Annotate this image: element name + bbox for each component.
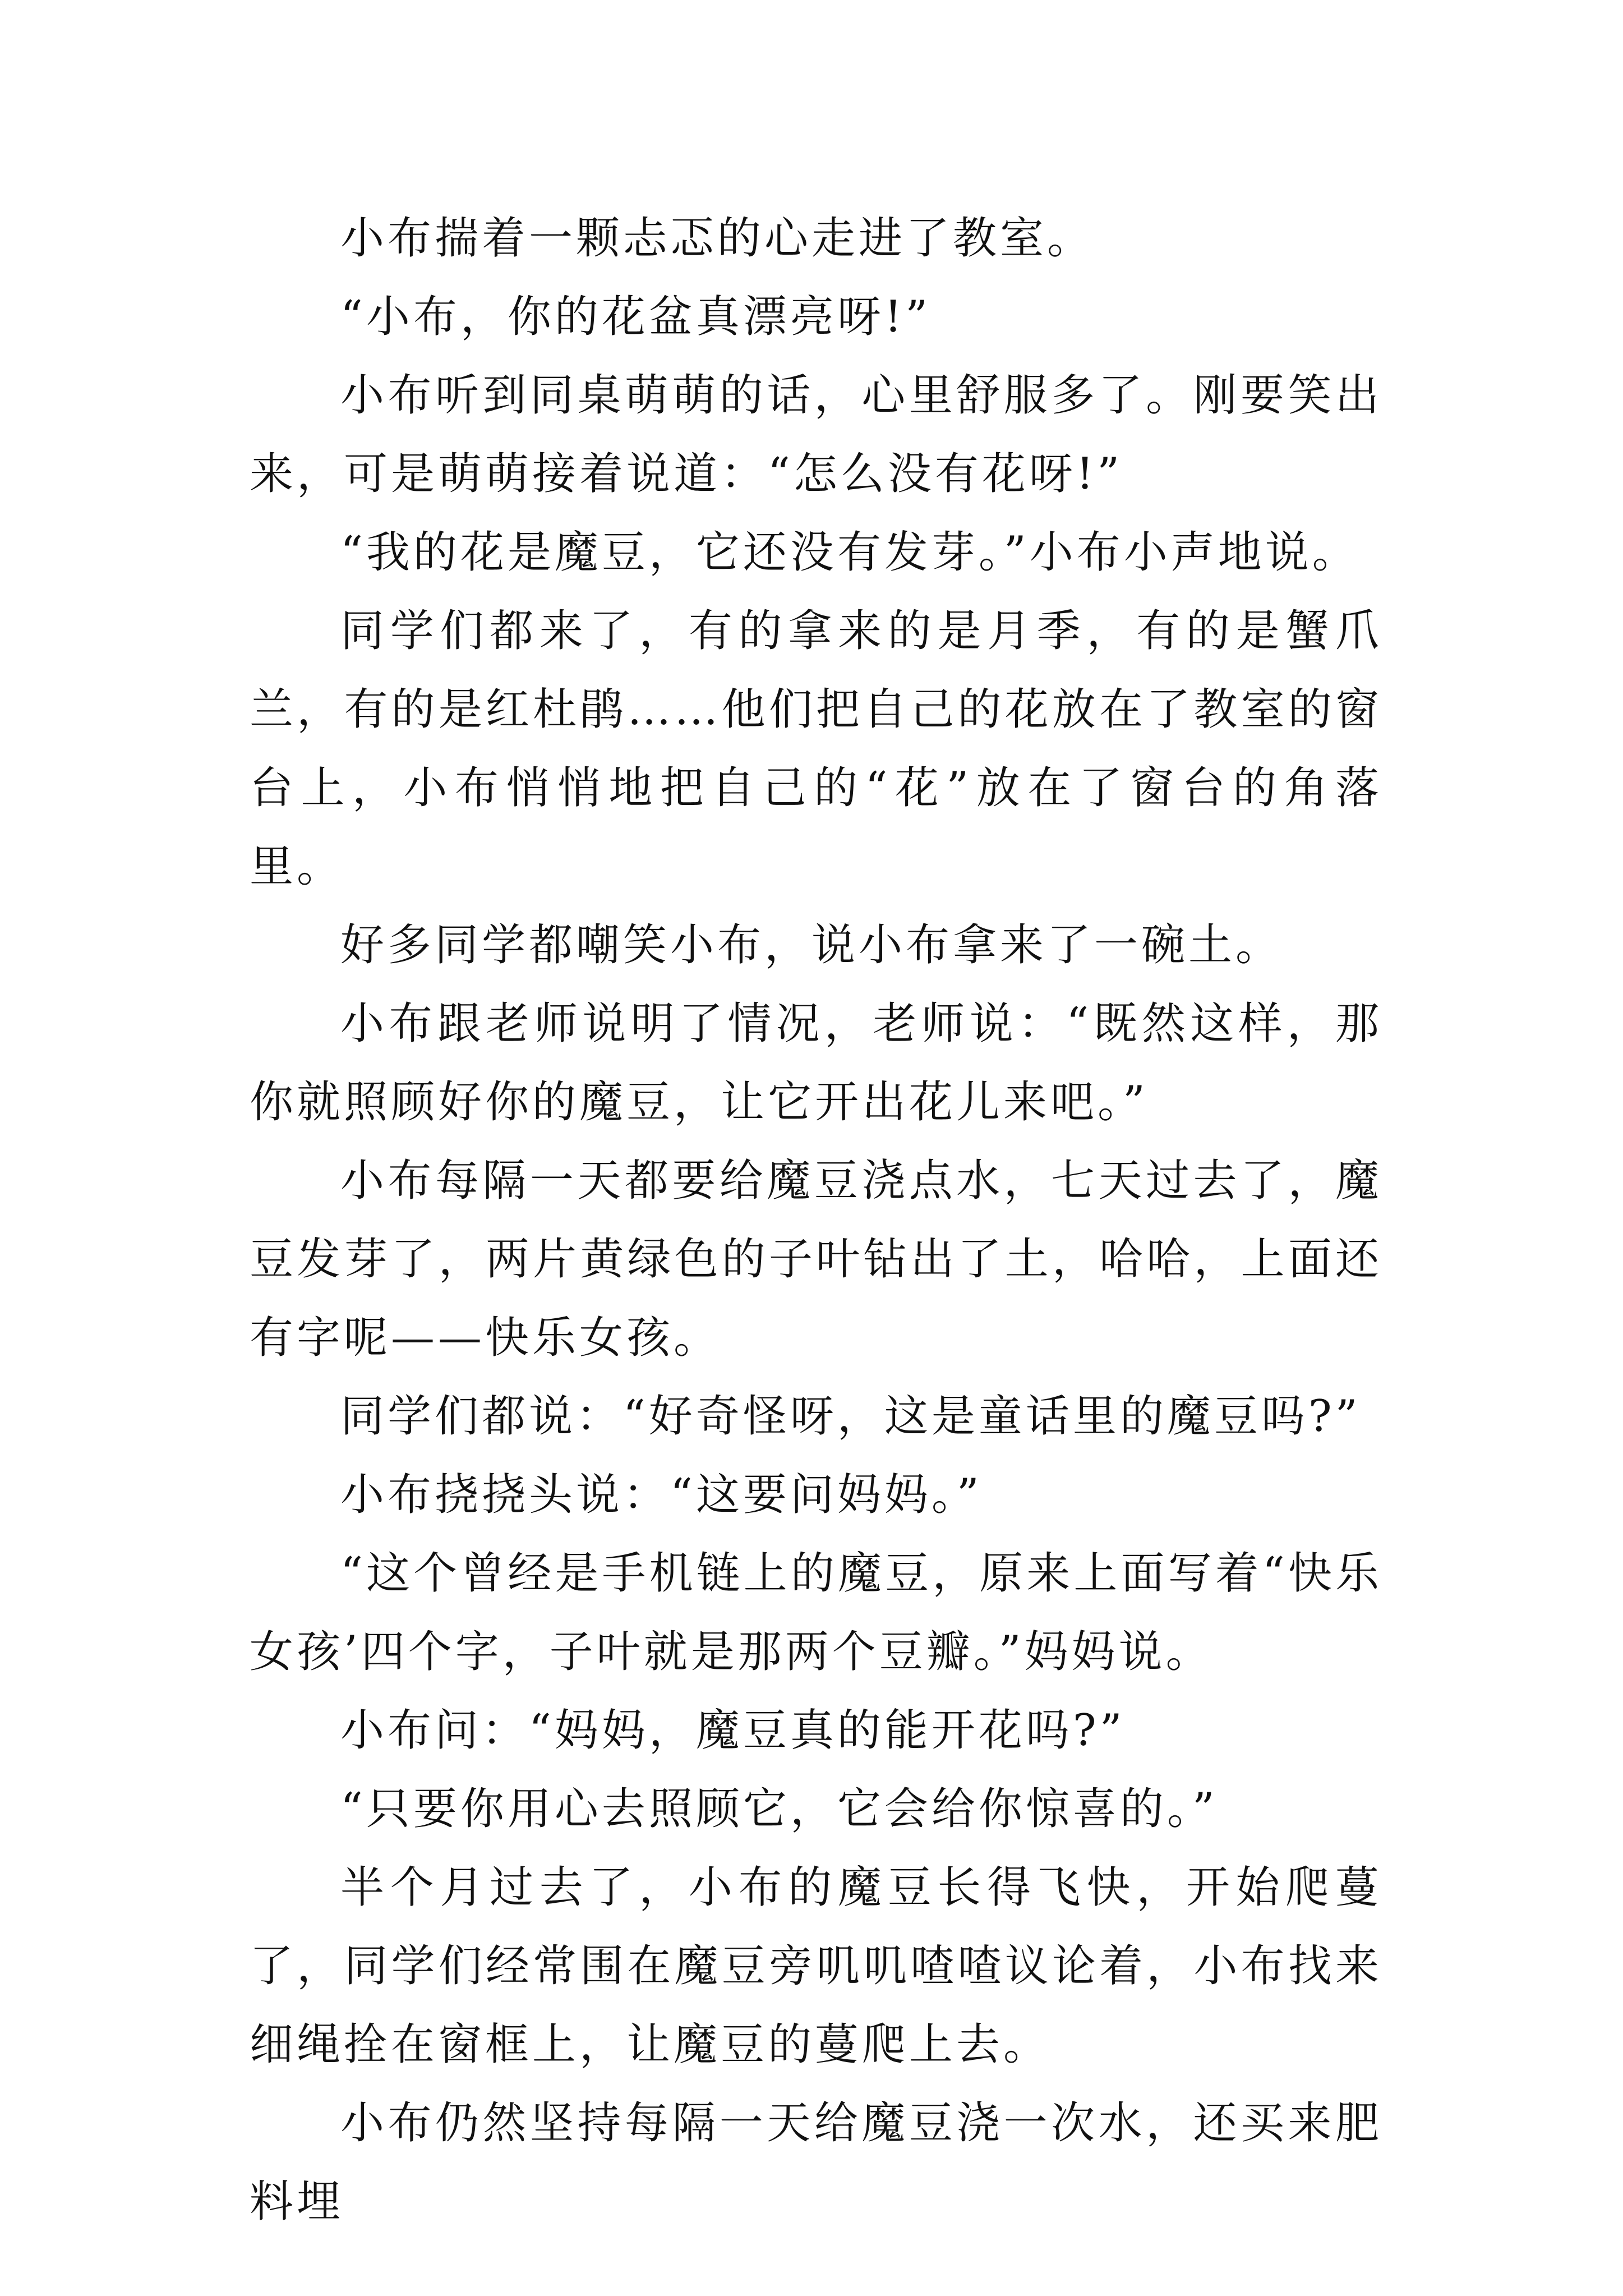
- paragraph: “这个曾经是手机链上的魔豆，原来上面写着“快乐女孩’四个字，子叶就是那两个豆瓣。”妈妈说。: [250, 1548, 1382, 1677]
- paragraph: 半个月过去了，小布的魔豆长得飞快，开始爬蔓了，同学们经常围在魔豆旁叽叽喳喳议论着，小布找来细绳拴在窗框上，让魔豆的蔓爬上去。: [250, 1862, 1382, 2070]
- paragraph: 小布每隔一天都要给魔豆浇点水，七天过去了，魔豆发芽了，两片黄绿色的子叶钻出了土，哈哈，上面还有字呢——快乐女孩。: [250, 1156, 1382, 1363]
- paragraph: “小布，你的花盆真漂亮呀!”: [340, 292, 932, 342]
- paragraph: 同学们都来了，有的拿来的是月季，有的是蟹爪兰，有的是红杜鹃……他们把自己的花放在了教室的窗台上，小布悄悄地把自己的“花”放在了窗台的角落里。: [250, 606, 1382, 892]
- paragraph: 小布挠挠头说：“这要问妈妈。”: [340, 1470, 983, 1520]
- paragraph: “我的花是魔豆，它还没有发芽。”小布小声地说。: [340, 527, 1359, 578]
- paragraph: 小布揣着一颗忐忑的心走进了教室。: [340, 213, 1095, 264]
- paragraph: 小布听到同桌萌萌的话，心里舒服多了。刚要笑出来，可是萌萌接着说道：“怎么没有花呀!”: [250, 370, 1382, 499]
- paragraph: 小布跟老师说明了情况，老师说：“既然这样，那你就照顾好你的魔豆，让它开出花儿来吧。”: [250, 999, 1382, 1128]
- paragraph: 小布问：“妈妈，魔豆真的能开花吗?”: [340, 1705, 1126, 1756]
- paragraph: 小布仍然坚持每隔一天给魔豆浇一次水，还买来肥料埋: [250, 2098, 1382, 2227]
- story-text: [250, 199, 1382, 2241]
- paragraph: 同学们都说：“好奇怪呀，这是童话里的魔豆吗?”: [340, 1391, 1361, 1442]
- paragraph: “只要你用心去照顾它，它会给你惊喜的。”: [340, 1784, 1218, 1834]
- paragraph: 好多同学都嘲笑小布，说小布拿来了一碗土。: [340, 920, 1283, 970]
